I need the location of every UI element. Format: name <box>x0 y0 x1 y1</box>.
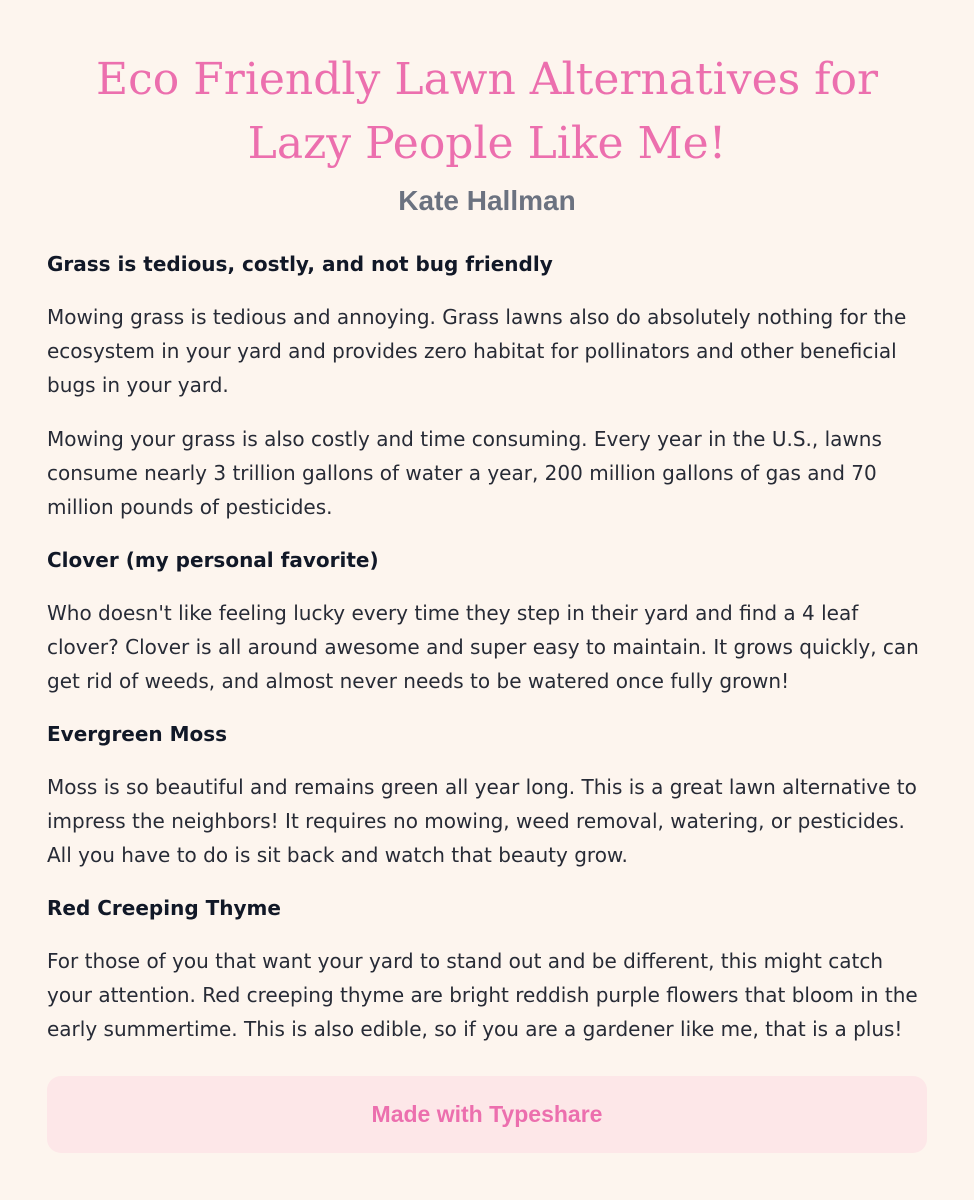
section-paragraph: Mowing your grass is also costly and time consuming. Every year in the U.S., lawns consume nearly 3 trillion gallons of water a year, 200 million gallons of gas and 70 million pounds of pesticides. <box>47 427 882 519</box>
section-paragraph: Mowing grass is tedious and annoying. Grass lawns also do absolutely nothing for the ecosystem in your yard and provides zero habitat for pollinators and other beneficial bugs in your yard. <box>47 305 907 397</box>
section-paragraph: Who doesn't like feeling lucky every time they step in their yard and find a 4 leaf clover? Clover is all around awesome and super easy to maintain. It grows quickly, can get rid of weeds, and almost never needs to be watered once fully grown! <box>47 601 919 693</box>
section-heading: Grass is tedious, costly, and not bug friendly <box>47 252 553 276</box>
typeshare-footer-link[interactable] <box>47 1076 927 1153</box>
section-paragraph: For those of you that want your yard to stand out and be different, this might catch your attention. Red creeping thyme are bright reddish purple flowers that bloom in the early summertime. This is also edible, so if you are a gardener like me, that is a plus! <box>47 949 918 1041</box>
article <box>47 0 927 1046</box>
section-heading: Red Creeping Thyme <box>47 896 281 920</box>
article-title: Eco Friendly Lawn Alternatives for Lazy People Like Me! <box>96 54 878 169</box>
section-paragraph: Moss is so beautiful and remains green all year long. This is a great lawn alternative to impress the neighbors! It requires no mowing, weed removal, watering, or pesticides. All you have to do is sit back and watch that beauty grow. <box>47 775 917 867</box>
author-name: Kate Hallman <box>398 185 576 216</box>
section-heading: Evergreen Moss <box>47 722 228 746</box>
footer-label: Made with Typeshare <box>371 1101 603 1127</box>
section-heading: Clover (my personal favorite) <box>47 548 379 572</box>
